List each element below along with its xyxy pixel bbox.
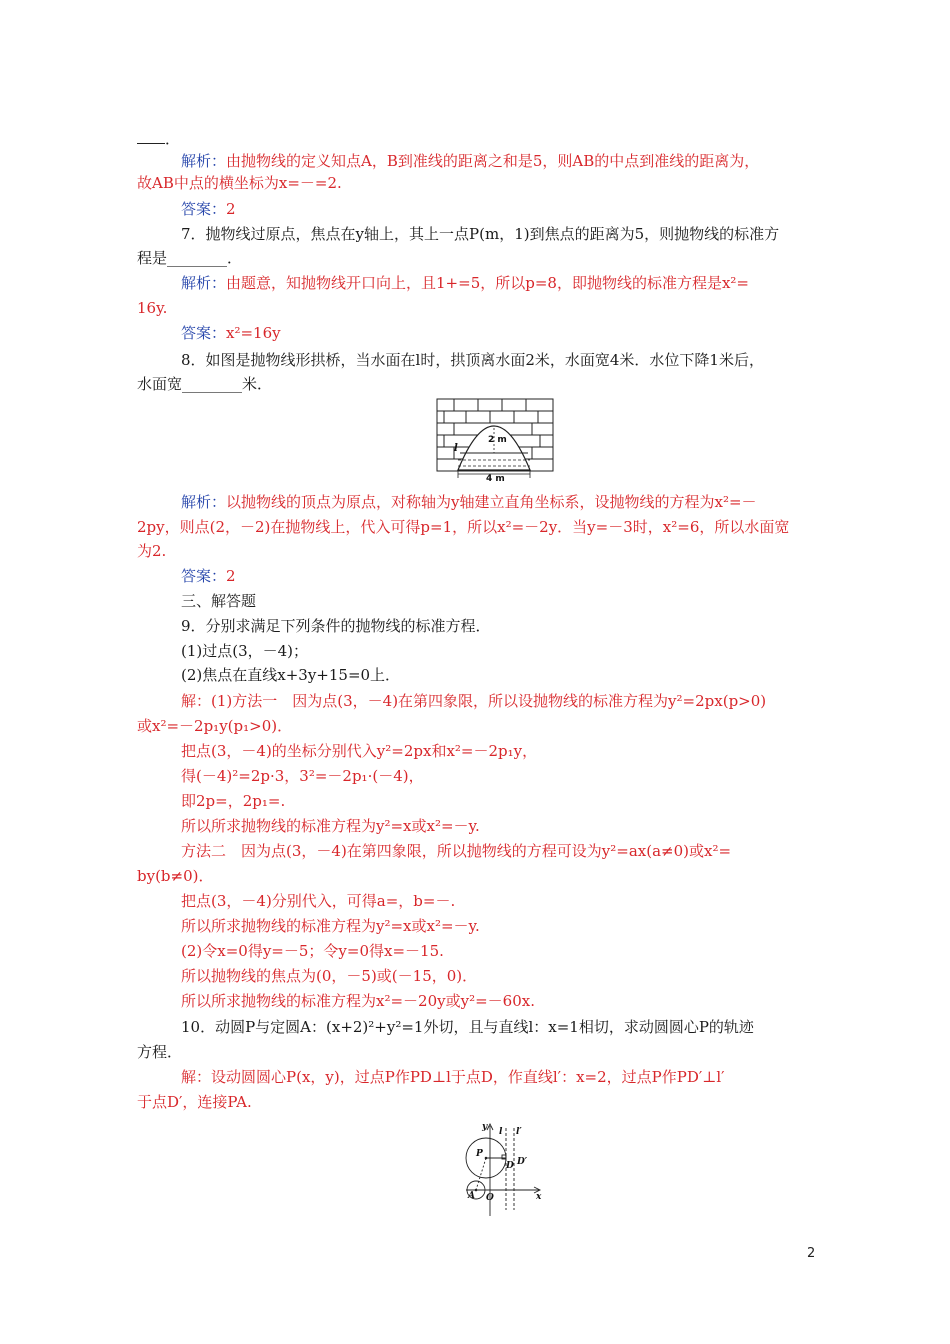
solution-label: 解： bbox=[181, 1068, 212, 1086]
solution-line: 方法二 因为点(3，－4)在第四象限，所以抛物线的方程可设为y²=ax(a≠0)或x²= bbox=[181, 842, 732, 860]
solution-line: 得(－4)²=2p·3，3²=－2p₁·(－4)， bbox=[181, 767, 424, 785]
l-prime-label: l′ bbox=[516, 1127, 522, 1137]
analysis-line: 2py，则点(2，－2)在抛物线上，代入可得p=1，所以x²=－2y．当y=－3时，x²=6，所以水面宽 bbox=[137, 518, 790, 536]
analysis-line: 解析：由题意，知抛物线开口向上，且1+=5，所以p=8，即抛物线的标准方程是x²= bbox=[181, 274, 749, 292]
question-line: 10．动圆P与定圆A：(x+2)²+y²=1外切，且与直线l：x=1相切，求动圆圆心P的轨迹 bbox=[181, 1018, 754, 1036]
solution-line: 即2p=，2p₁=. bbox=[181, 792, 286, 810]
question-line: 8．如图是抛物线形拱桥，当水面在l时，拱顶离水面2米，水面宽4米．水位下降1米后， bbox=[181, 351, 764, 369]
question-line: 程是________． bbox=[137, 249, 243, 267]
question-line: 7．抛物线过原点，焦点在y轴上，其上一点P(m，1)到焦点的距离为5，则抛物线的标准方 bbox=[181, 225, 780, 243]
p-label: P bbox=[476, 1149, 483, 1159]
solution-line: 于点D′，连接PA. bbox=[137, 1093, 252, 1111]
analysis-line: 解析：由抛物线的定义知点A，B到准线的距离之和是5，则AB的中点到准线的距离为， bbox=[181, 152, 760, 170]
analysis-label: 解析： bbox=[181, 274, 227, 292]
question-line: 方程． bbox=[137, 1043, 183, 1061]
analysis-line: 故AB中点的横坐标为x=－=2. bbox=[137, 174, 342, 192]
answer-line: 答案：2 bbox=[181, 200, 236, 218]
analysis-label: 解析： bbox=[181, 152, 227, 170]
fill-in-blank bbox=[137, 129, 165, 144]
answer-label: 答案： bbox=[181, 567, 227, 585]
question-line: 9．分别求满足下列条件的抛物线的标准方程． bbox=[181, 617, 491, 635]
solution-line: 解：(1)方法一 因为点(3，－4)在第四象限，所以设抛物线的标准方程为y²=2px(p>0) bbox=[181, 692, 767, 710]
answer-line: 答案：x²=16y bbox=[181, 324, 281, 342]
question-line: (1)过点(3，－4)； bbox=[181, 642, 309, 660]
solution-line: 所以所求抛物线的标准方程为x²=－20y或y²=－60x. bbox=[181, 992, 535, 1010]
solution-line: 所以所求抛物线的标准方程为y²=x或x²=－y. bbox=[181, 817, 480, 835]
solution-label: 解： bbox=[181, 692, 212, 710]
a-label: A bbox=[468, 1191, 475, 1201]
arch-bridge-figure bbox=[436, 398, 554, 484]
text-line: ． bbox=[137, 128, 817, 150]
answer-label: 答案： bbox=[181, 324, 227, 342]
o-label: O bbox=[486, 1193, 494, 1203]
analysis-line: 解析：以抛物线的顶点为原点，对称轴为y轴建立直角坐标系，设抛物线的方程为x²=－ bbox=[181, 493, 757, 511]
question-line: (2)焦点在直线x+3y+15=0上． bbox=[181, 666, 401, 684]
solution-line: 把点(3，－4)分别代入，可得a=，b=－. bbox=[181, 892, 456, 910]
analysis-label: 解析： bbox=[181, 493, 227, 511]
analysis-line: 16y. bbox=[137, 299, 168, 317]
answer-line: 答案：2 bbox=[181, 567, 236, 585]
l-label: l bbox=[499, 1127, 503, 1137]
solution-line: 解：设动圆圆心P(x，y)，过点P作PD⊥l于点D，作直线l′：x=2，过点P作PD′⊥l′ bbox=[181, 1068, 725, 1086]
question-line: 水面宽________米． bbox=[137, 375, 273, 393]
solution-line: 或x²=－2p₁y(p₁>0)． bbox=[137, 717, 293, 735]
x-axis-label: x bbox=[536, 1192, 542, 1202]
y-axis-label: y bbox=[482, 1122, 488, 1132]
d-label: D bbox=[506, 1161, 514, 1171]
solution-line: 所以所求抛物线的标准方程为y²=x或x²=－y. bbox=[181, 917, 480, 935]
answer-label: 答案： bbox=[181, 200, 227, 218]
section-heading: 三、解答题 bbox=[181, 592, 257, 610]
solution-line: 把点(3，－4)的坐标分别代入y²=2px和x²=－2p₁y， bbox=[181, 742, 538, 760]
analysis-line: 为2. bbox=[137, 542, 167, 560]
solution-line: (2)令x=0得y=－5；令y=0得x=－15. bbox=[181, 942, 444, 960]
page-number: 2 bbox=[807, 1246, 816, 1261]
water-level-label: l bbox=[454, 443, 458, 454]
moving-circle-figure bbox=[462, 1120, 548, 1218]
solution-line: 所以抛物线的焦点为(0，－5)或(－15，0)． bbox=[181, 967, 478, 985]
solution-line: by(b≠0)． bbox=[137, 867, 214, 885]
height-label: 2 m bbox=[488, 435, 507, 445]
d-prime-label: D′ bbox=[517, 1157, 528, 1167]
width-label: 4 m bbox=[486, 474, 505, 484]
